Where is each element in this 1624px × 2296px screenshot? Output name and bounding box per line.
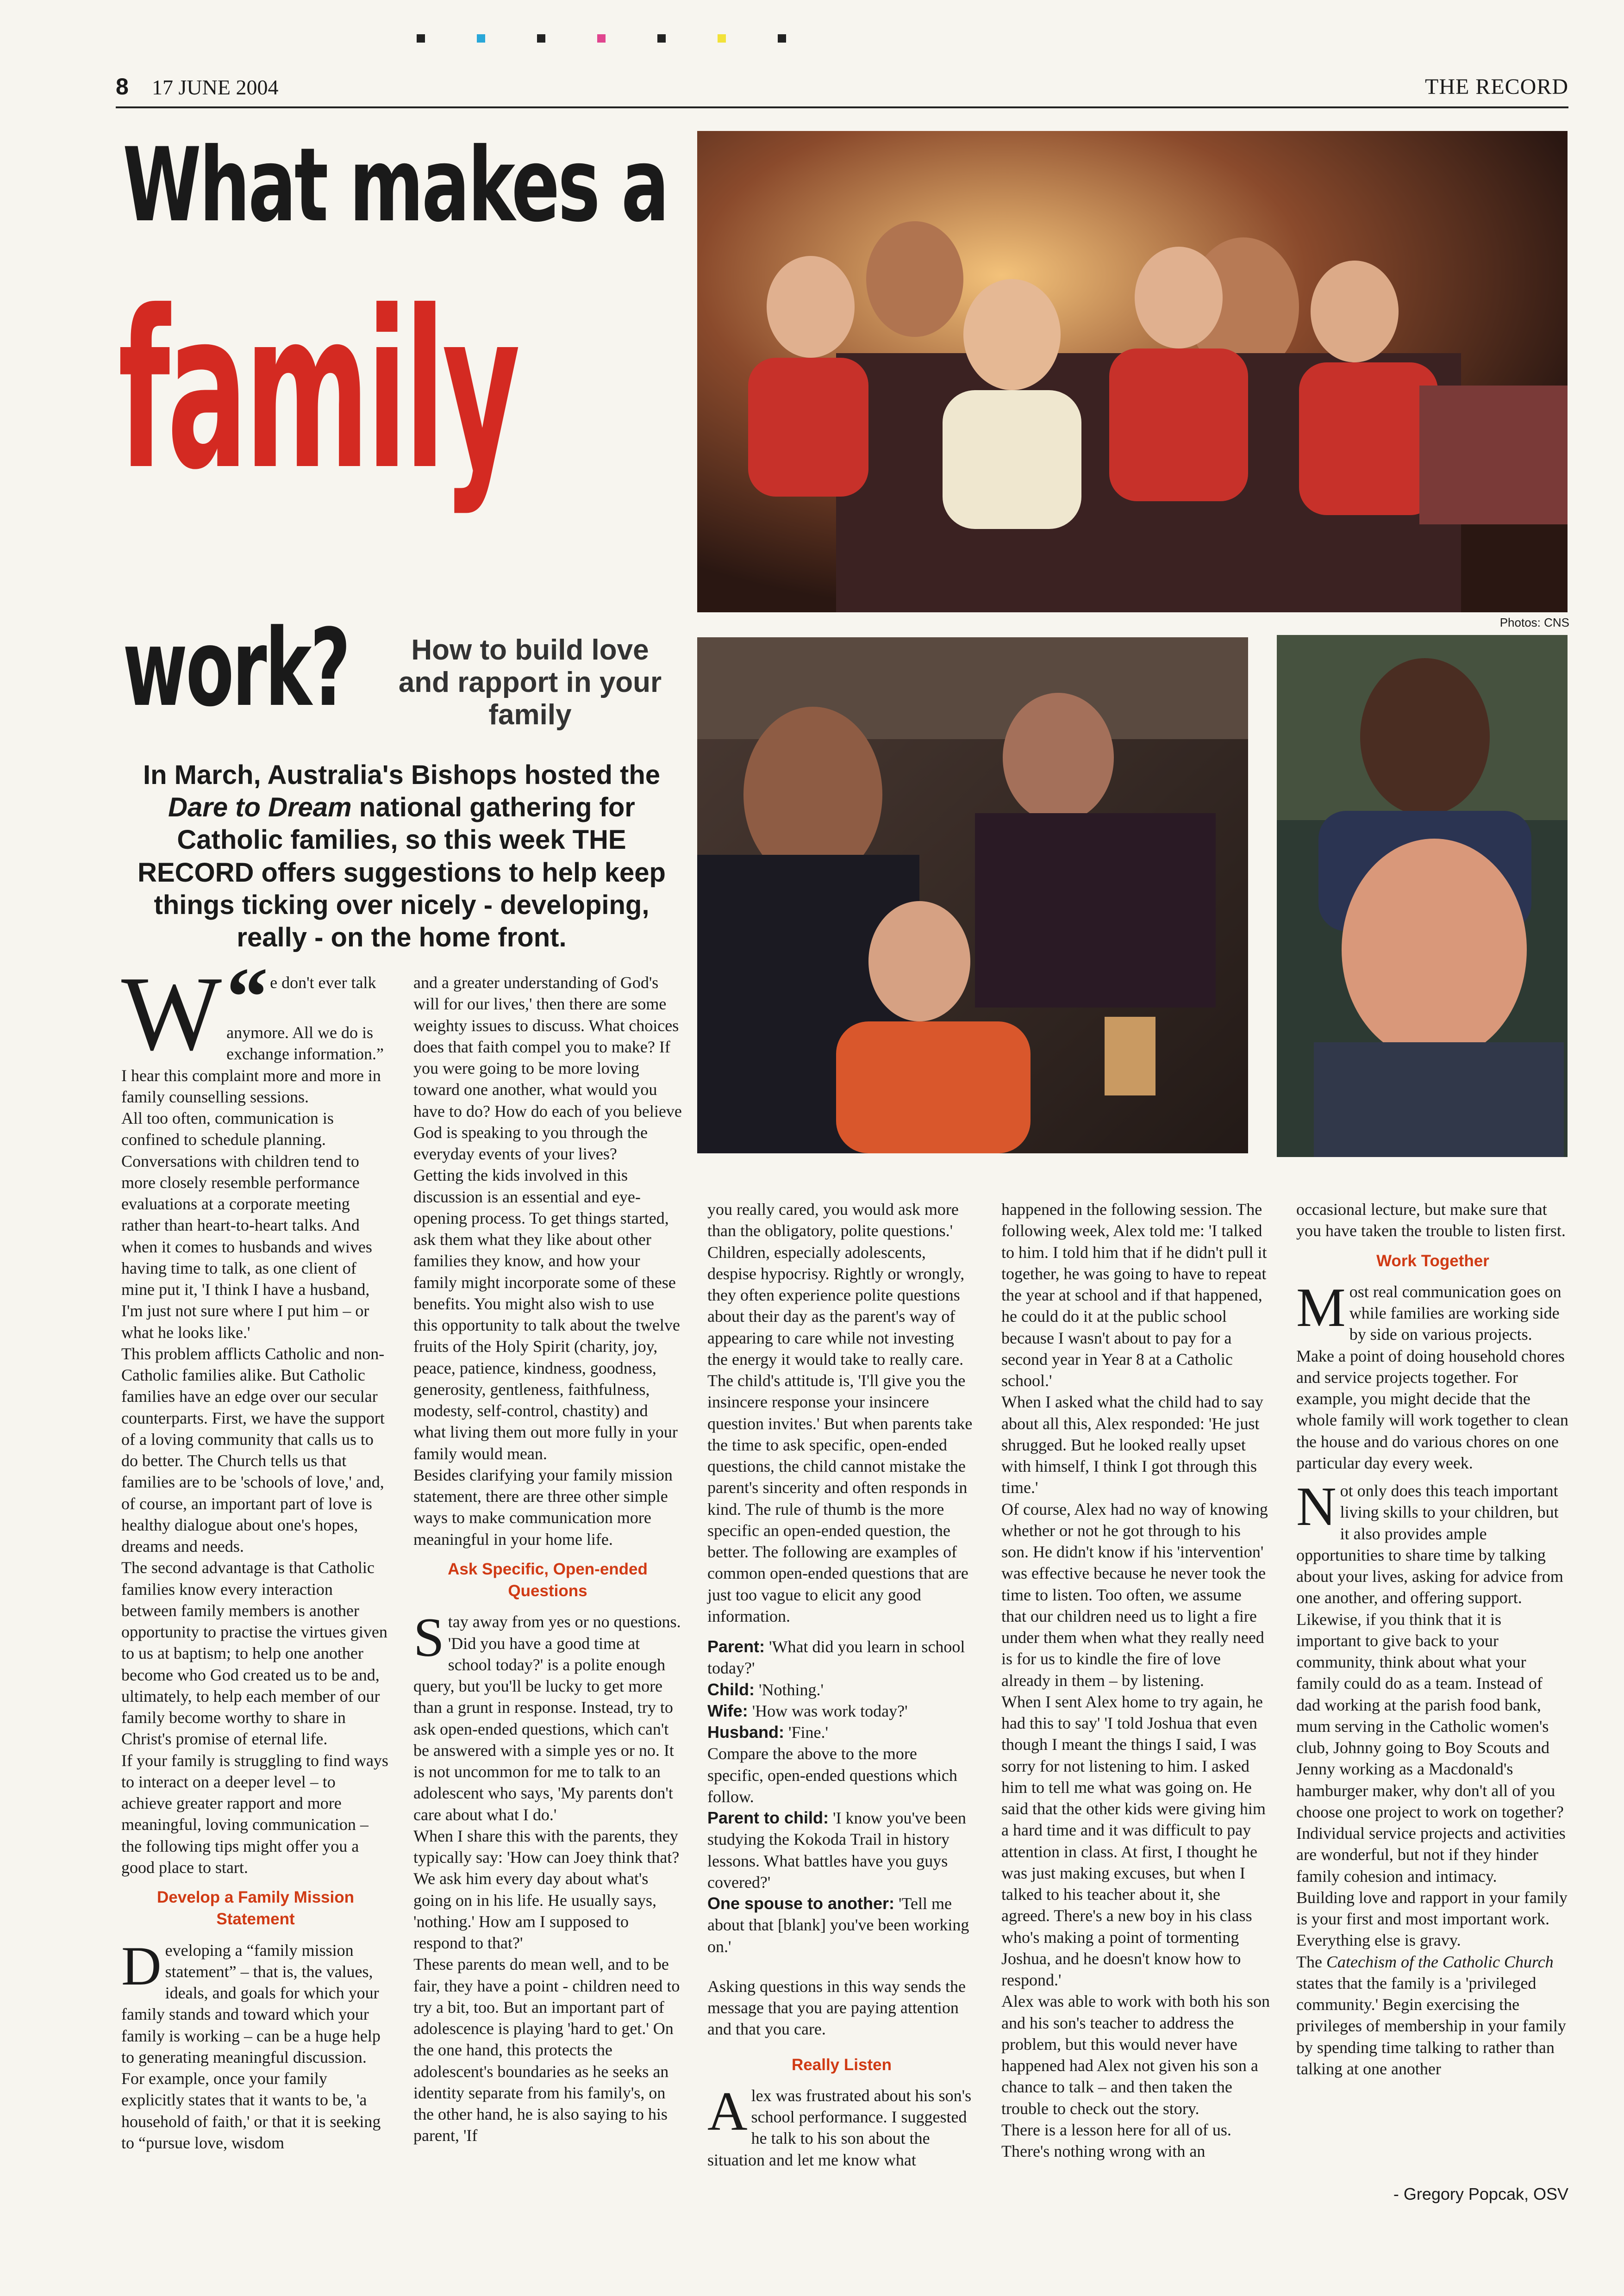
paragraph: [1296, 1951, 1569, 2080]
drop-cap: W: [121, 954, 222, 1072]
dialogue-line: [707, 1893, 976, 1957]
page-folio: [116, 69, 1568, 108]
registration-mark: [477, 34, 485, 43]
registration-mark: [657, 34, 666, 43]
paragraph: e don't ever talk anymore. All we do is exchange information.” I hear this complaint more and more in family counselling sessions.: [121, 973, 384, 1106]
speaker-label: Husband:: [707, 1723, 784, 1742]
paragraph-text: ost real communication goes on while families are working side by side on various projects. Make a point of doing household chores and service projects together. For example, you might decide that the whole family will work together to clean the house and do various chores on one particular day every week.: [1296, 1282, 1568, 1472]
paragraph-text: eveloping a “family mission statement” – that is, the values, ideals, and goals for which your family stands and toward which your family is working – can be a huge help to generating meaningful discussion. For example, once your family explicitly states that it wants to be, 'a household of faith,' or that it is seeking to “pursue love, wisdom: [121, 1941, 381, 2152]
section-subhead: Ask Specific, Open-ended Questions: [448, 1560, 648, 1600]
registration-mark: [417, 34, 425, 43]
speaker-label: Parent to child:: [707, 1808, 829, 1827]
dialogue-line: [707, 1636, 976, 1679]
drop-cap: M: [1296, 1276, 1346, 1338]
paragraph: This problem afflicts Catholic and non-Catholic families alike. But Catholic families have an edge over our secular counterparts. First, we have the support of a loving community that calls us to do better. The Church tells us that families are to be 'schools of love,' and, of course, an important part of love is healthy dialogue about one's hopes, dreams and needs.: [121, 1344, 385, 1556]
photo-credit: Photos: CNS: [1499, 616, 1569, 629]
dialogue-text: 'What did you learn in school today?': [707, 1637, 965, 1678]
paragraph: [121, 1935, 390, 2154]
publication-name: THE RECORD: [1425, 75, 1568, 99]
speaker-label: One spouse to another:: [707, 1894, 895, 1913]
dialogue-text: 'Fine.': [784, 1723, 828, 1742]
paragraph: Asking questions in this way sends the message that you are paying attention and that you care.: [707, 1977, 966, 2039]
dialogue-text: 'I know you've been studying the Kokoda Trail in history lessons. What battles have you guys covered?': [707, 1809, 966, 1892]
paragraph: Building love and rapport in your family is your first and most important work. Everything else is gravy.: [1296, 1888, 1568, 1950]
registration-mark: [537, 34, 545, 43]
author-byline: - Gregory Popcak, OSV: [1393, 2184, 1568, 2203]
body-column-2: [413, 972, 682, 2147]
paragraph: When I asked what the child had to say about all this, Alex responded: 'He just shrugged. But he looked really upset with himself, I think I got through this time.': [1001, 1393, 1263, 1497]
print-registration-marks: [417, 34, 787, 45]
section-subhead: Develop a Family Mission Statement: [157, 1888, 354, 1929]
paragraph: Alex was able to work with both his son and his son's teacher to address the problem, but this would never have happened had Alex not given his son a chance to talk – and then taken the trouble to check out the story.: [1001, 1992, 1270, 2118]
intro-event-name: Dare to Dream: [168, 792, 352, 823]
opening-paragraph: [121, 951, 390, 1108]
paragraph: [1296, 1475, 1569, 1609]
speaker-label: Parent:: [707, 1637, 765, 1656]
father-daughter-photo: [697, 637, 1248, 1153]
paragraph: Compare the above to the more specific, open-ended questions which follow.: [707, 1744, 957, 1806]
body-column-1: [121, 951, 390, 2153]
paragraph: All too often, communication is confined to schedule planning. Conversations with children tend to more closely resemble performance evaluations at a corporate meeting rather than heart-to-heart talks. And when it comes to husbands and wives having time to talk, as one client of mine put it, 'I think I have a husband, I'm just not sure where I put him – or what he looks like.': [121, 1109, 372, 1342]
section-subhead: Work Together: [1376, 1251, 1489, 1270]
subheadline: How to build love and rapport in your family: [398, 634, 662, 731]
paragraph: Getting the kids involved in this discussion is an essential and eye-opening process. To get things started, ask them what they like about other families they know, and how your family might incorporate some of these benefits. You might also wish to use this opportunity to talk about the twelve fruits of the Holy Spirit (charity, joy, peace, patience, kindness, goodness, generosity, gentleness, faithfulness, modesty, self-control, chastity) and what living them out more fully in your family would mean.: [413, 1166, 680, 1463]
speaker-label: Child:: [707, 1680, 755, 1699]
registration-mark: [718, 34, 726, 43]
dialogue-line: [707, 1700, 976, 1722]
registration-mark: [778, 34, 786, 43]
paragraph: you really cared, you would ask more than the obligatory, polite questions.': [707, 1200, 959, 1240]
dialogue-line: [707, 1722, 976, 1743]
paragraph: When I share this with the parents, they typically say: 'How can Joey think that? We ask him every day about what's going on in his life. He usually says, 'nothing.' How am I supposed to respond to that?': [413, 1826, 680, 1952]
paragraph: Besides clarifying your family mission statement, there are three other simple ways to make communication more meaningful in your home life.: [413, 1465, 673, 1549]
paragraph: These parents do mean well, and to be fair, they have a point - children need to try a bit, too. But an important part of adolescence is playing 'hard to get.' On the one hand, this protects the adolescent's boundaries as he seeks an identity separate from his family's, on the other hand, he is also saying to his parent, 'If: [413, 1955, 680, 2145]
headline-line-3: work?: [123, 607, 349, 730]
drop-cap: A: [707, 2080, 748, 2142]
intro-text: national gathering for Catholic families, so this week THE RECORD offers suggestions to help keep things ticking over nicely - developing, really - on the home front.: [137, 792, 666, 952]
dialogue-text: 'How was work today?': [748, 1701, 908, 1720]
paragraph-text: ot only does this teach important living skills to your children, but it also provides ample opportunities to share time by talking about your lives, asking for advice from one another, and offering support.: [1296, 1481, 1563, 1607]
dialogue-text: 'Nothing.': [754, 1680, 824, 1699]
paragraph: The second advantage is that Catholic families know every interaction between family members is another opportunity to practise the virtues given to us at baptism; to help one another become who God created us to be and, ultimately, to help each member of our family become worthy to share in Christ's promise of eternal life.: [121, 1558, 387, 1748]
paragraph: and a greater understanding of God's will for our lives,' then there are some weighty issues to discuss. What choices does that faith compel you to make? If you were going to be more loving toward one another, what would you have to do? How do each of you believe God is speaking to you through the everyday events of your lives?: [413, 973, 682, 1163]
headline-line-2: family: [118, 264, 518, 517]
paragraph-text: lex was frustrated about his son's school performance. I suggested he talk to his son about the situation and let me know what: [707, 2086, 972, 2169]
opening-quote-mark: “: [226, 951, 269, 1043]
dialogue-text: 'Tell me about that [blank] you've been working on.': [707, 1894, 969, 1956]
paragraph: [707, 2080, 976, 2171]
family-photo-top: [697, 131, 1568, 612]
issue-date: 17 JUNE 2004: [152, 75, 279, 99]
paragraph: occasional lecture, but make sure that you have taken the trouble to listen first.: [1296, 1200, 1566, 1240]
book-title: Catechism of the Catholic Church: [1326, 1952, 1554, 1971]
body-column-5: [1296, 1199, 1569, 2079]
drop-cap: D: [121, 1935, 162, 1997]
drop-cap: S: [413, 1606, 444, 1668]
page-number: 8: [116, 74, 129, 100]
paragraph: happened in the following session. The following week, Alex told me: 'I talked to him. I told him that if he didn't pull it together, he was going to have to repeat the year at school and if that happened, he could do it at the public school because I wasn't about to pay for a second year in Year 8 at a Catholic school.': [1001, 1200, 1267, 1390]
intro-standfirst: [120, 759, 683, 954]
paragraph: [413, 1606, 682, 1825]
boys-photo: [1277, 635, 1568, 1157]
body-column-3: [707, 1199, 976, 2171]
dialogue-line: [707, 1679, 976, 1700]
paragraph: There is a lesson here for all of us. There's nothing wrong with an: [1001, 2120, 1231, 2160]
section-subhead: Really Listen: [792, 2055, 892, 2074]
speaker-label: Wife:: [707, 1701, 748, 1720]
paragraph-text: states that the family is a 'privileged community.' Begin exercising the privileges of membership in your family by spending time talking to rather than talking at one another: [1296, 1973, 1566, 2078]
paragraph: When I sent Alex home to try again, he had this to say' 'I told Joshua that even though I meant the things I said, I was sorry for not listening to him. I asked him to tell me what was going on. He said that the other kids were giving him a hard time and it was difficult to pay attention in class. At first, I thought he was just making excuses, but when I talked to his teacher about it, she agreed. There's a new boy in his class who's making a point of tormenting Joshua, and he doesn't know how to respond.': [1001, 1692, 1266, 1989]
body-column-4: [1001, 1199, 1270, 2162]
paragraph: Of course, Alex had no way of knowing whether or not he got through to his son. He didn't know if his 'intervention' was effective because he never took the time to listen. Too often, we assume that our children need us to light a fire under them when what they really need is for us to kindle the fire of love already in them – by listening.: [1001, 1500, 1268, 1690]
paragraph-text: The: [1296, 1952, 1326, 1971]
paragraph: [1296, 1276, 1569, 1474]
registration-mark: [597, 34, 606, 43]
paragraph-text: tay away from yes or no questions. 'Did you have a good time at school today?' is a polite enough query, but you'll be lucky to get more than a grunt in response. Instead, try to ask open-ended questions, which can't be answered with a simple yes or no. It is not uncommon for me to talk to an adolescent who says, 'My parents don't care about what I do.': [413, 1612, 681, 1824]
paragraph: If your family is struggling to find ways to interact on a deeper level – to achieve greater rapport and more meaningful, loving communication – the following tips might offer you a good place to start.: [121, 1751, 388, 1877]
paragraph: Children, especially adolescents, despise hypocrisy. Rightly or wrongly, they often experience polite questions about their day as the parent's way of appearing to care while not investing the energy it would take to really care. The child's attitude is, 'I'll give you the insincere response your insincere question invites.' But when parents take the time to ask specific, open-ended questions, the child cannot mistake the parent's sincerity and often responds in kind. The rule of thumb is the more specific an open-ended question, the better. The following are examples of common open-ended questions that are just too vague to elicit any good information.: [707, 1243, 973, 1625]
drop-cap: N: [1296, 1475, 1337, 1537]
paragraph: Likewise, if you think that it is important to give back to your community, think about what your family could do as a team. Instead of dad working at the parish food bank, mum serving in the Catholic women's club, Johnny going to Boy Scouts and Jenny working as a Macdonald's hamburger maker, why don't all of you choose one project to work on together? Individual service projects and activities are wonderful, but not if they hinder family cohesion and intimacy.: [1296, 1610, 1566, 1885]
dialogue-line: [707, 1807, 976, 1893]
intro-text: In March, Australia's Bishops hosted the: [143, 760, 661, 790]
headline-line-1: What makes a: [123, 126, 668, 244]
